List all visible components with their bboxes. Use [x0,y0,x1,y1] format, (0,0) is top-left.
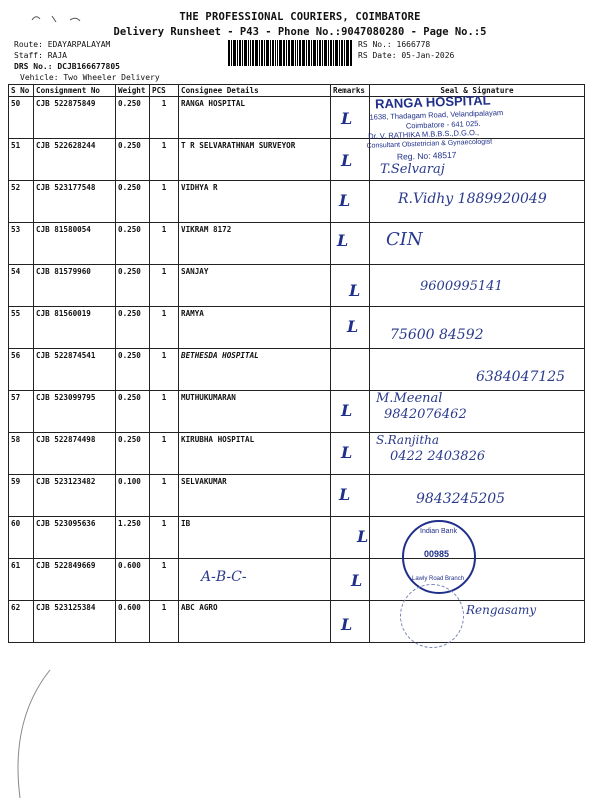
bank-seal-name: Indian Bank [420,528,457,535]
seal-cell [370,559,585,601]
remarks-cell [331,349,370,391]
stamp-hospital-name: RANGA HOSPITAL [374,92,491,112]
weight-cell: 0.250 [116,349,150,391]
delivered-mark: L [341,443,353,462]
remarks-cell [331,559,370,601]
table-row [9,559,585,601]
sno-cell: 60 [9,517,34,559]
signature: T.Selvaraj [380,162,445,177]
col-seal: Seal & Signature [370,85,585,97]
weight-cell: 0.250 [116,139,150,181]
weight-cell: 0.250 [116,265,150,307]
sno-cell: 50 [9,97,34,139]
bank-seal-code: 00985 [424,549,450,559]
weight-cell: 0.250 [116,97,150,139]
signature: R.Vidhy 1889920049 [398,191,547,207]
consignee-cell: VIDHYA R [179,181,331,223]
consignment-cell: CJB 522849669 [34,559,116,601]
consignment-cell: CJB 523099795 [34,391,116,433]
consignee-cell: RANGA HOSPITAL [179,97,331,139]
consignee-cell: BETHESDA HOSPITAL [179,349,331,391]
seal-cell [370,265,585,307]
sno-cell: 51 [9,139,34,181]
consignment-cell: CJB 522874498 [34,433,116,475]
consignee-cell: T R SELVARATHNAM SURVEYOR [179,139,331,181]
delivered-mark: L [349,281,361,300]
signature-phone: 0422 2403826 [390,449,486,464]
sno-cell: 56 [9,349,34,391]
consignment-cell: CJB 81560019 [34,307,116,349]
signature: 75600 84592 [390,327,484,343]
consignment-cell: CJB 522628244 [34,139,116,181]
consignee-cell: SELVAKUMAR [179,475,331,517]
barcode [228,40,352,66]
col-sno: S No [9,85,34,97]
table-row [9,349,585,391]
pcs-cell: 1 [150,181,179,223]
pcs-cell: 1 [150,307,179,349]
seal-cell [370,391,585,433]
consignment-cell: CJB 523095636 [34,517,116,559]
seal-cell [370,475,585,517]
route-label: Route: EDAYARPALAYAM [14,40,111,49]
remarks-cell [331,391,370,433]
pcs-cell: 1 [150,265,179,307]
table-row [9,391,585,433]
consignment-cell: CJB 523125384 [34,601,116,643]
consignment-cell: CJB 81580054 [34,223,116,265]
consignee-cell: MUTHUKUMARAN [179,391,331,433]
weight-cell: 0.250 [116,307,150,349]
signature: 9600995141 [420,279,503,294]
remarks-cell [331,475,370,517]
weight-cell: 0.600 [116,559,150,601]
remarks-cell [331,433,370,475]
delivered-mark: L [341,401,353,420]
delivered-mark: L [351,571,363,590]
seal-cell [370,181,585,223]
sno-cell: 59 [9,475,34,517]
weight-cell: 1.250 [116,517,150,559]
seal-cell [370,223,585,265]
remarks-cell [331,307,370,349]
sno-cell: 58 [9,433,34,475]
delivered-mark: L [337,231,349,250]
company-title: THE PROFESSIONAL COURIERS, COIMBATORE [179,11,421,23]
pcs-cell: 1 [150,391,179,433]
weight-cell: 0.250 [116,223,150,265]
col-remarks: Remarks [331,85,370,97]
remarks-cell [331,601,370,643]
consignment-cell: CJB 522874541 [34,349,116,391]
delivered-mark: L [341,109,353,128]
stamp-address-line1: 1638, Thadagam Road, Velandipalayam [369,108,504,122]
stamp-role: Consultant Obstetrician & Gynaecologist [366,138,493,150]
remarks-cell [331,517,370,559]
consignment-cell: CJB 523123482 [34,475,116,517]
delivered-mark: L [339,485,351,504]
weight-cell: 0.250 [116,181,150,223]
seal-cell [370,307,585,349]
pcs-cell: 1 [150,559,179,601]
pcs-cell: 1 [150,139,179,181]
sno-cell: 55 [9,307,34,349]
signature-phone: 9842076462 [384,407,467,422]
weight-cell: 0.250 [116,433,150,475]
seal-cell [370,433,585,475]
table-row [9,223,585,265]
pcs-cell: 1 [150,349,179,391]
pcs-cell: 1 [150,601,179,643]
remarks-cell [331,181,370,223]
stamp-doctor: Dr. V. RATHIKA M.B.B.S.,D.G.O., [368,127,480,141]
stamp-reg: Reg. No: 48517 [396,149,457,162]
table-row [9,475,585,517]
consignee-cell [179,559,331,601]
signature: Rengasamy [466,603,537,617]
pcs-cell: 1 [150,223,179,265]
remarks-cell [331,139,370,181]
signature: 6384047125 [476,369,566,385]
sno-cell: 62 [9,601,34,643]
remarks-cell [331,97,370,139]
handwritten-consignee: A-B-C- [201,569,247,585]
col-consignment: Consignment No [34,85,116,97]
pcs-cell: 1 [150,475,179,517]
bank-seal [402,520,476,594]
sno-cell: 61 [9,559,34,601]
staff-label: Staff: RAJA [14,51,67,60]
table-row [9,181,585,223]
consignee-cell: IB [179,517,331,559]
sno-cell: 54 [9,265,34,307]
signature: CIN [386,229,423,250]
consignment-cell: CJB 81579960 [34,265,116,307]
delivered-mark: L [347,317,359,336]
pcs-cell: 1 [150,433,179,475]
remarks-cell [331,223,370,265]
delivered-mark: L [341,615,353,634]
weight-cell: 0.600 [116,601,150,643]
signature-name: S.Ranjitha [376,433,440,447]
table-row [9,307,585,349]
sno-cell: 53 [9,223,34,265]
consignee-cell: ABC AGRO [179,601,331,643]
remarks-cell [331,265,370,307]
weight-cell: 0.100 [116,475,150,517]
consignee-cell: VIKRAM 8172 [179,223,331,265]
table-row [9,433,585,475]
col-consignee: Consignee Details [179,85,331,97]
weight-cell: 0.250 [116,391,150,433]
sno-cell: 52 [9,181,34,223]
consignment-cell: CJB 522875849 [34,97,116,139]
consignment-cell: CJB 523177548 [34,181,116,223]
faint-seal [400,584,464,648]
stamp-address-line2: Coimbatore - 641 025. [405,118,481,131]
sno-cell: 57 [9,391,34,433]
signature-name: M.Meenal [376,391,443,406]
ranga-hospital-stamp [365,90,587,168]
rs-number: RS No.: 1666778 [358,40,431,49]
corner-pen-stroke [0,660,60,800]
table-row [9,265,585,307]
table-row [9,517,585,559]
consignee-cell: SANJAY [179,265,331,307]
seal-cell [370,349,585,391]
consignee-cell: RAMYA [179,307,331,349]
drs-number: DRS No.: DCJB166677805 [14,62,120,71]
signature-phone: 9843245205 [416,491,506,507]
pcs-cell: 1 [150,517,179,559]
bank-seal-branch: Lawly Road Branch [412,576,465,582]
table-row [9,601,585,643]
pcs-cell: 1 [150,97,179,139]
delivered-mark: L [341,151,353,170]
delivered-mark: L [339,191,351,210]
rs-date: RS Date: 05-Jan-2026 [358,51,455,60]
consignee-cell: KIRUBHA HOSPITAL [179,433,331,475]
col-weight: Weight [116,85,150,97]
delivered-mark: L [357,527,369,546]
runsheet-subtitle: Delivery Runsheet - P43 - Phone No.:9047080280 - Page No.:5 [113,26,487,38]
runsheet-table [8,84,585,643]
col-pcs: PCS [150,85,179,97]
vehicle-label: Vehicle: Two Wheeler Delivery [20,73,160,82]
